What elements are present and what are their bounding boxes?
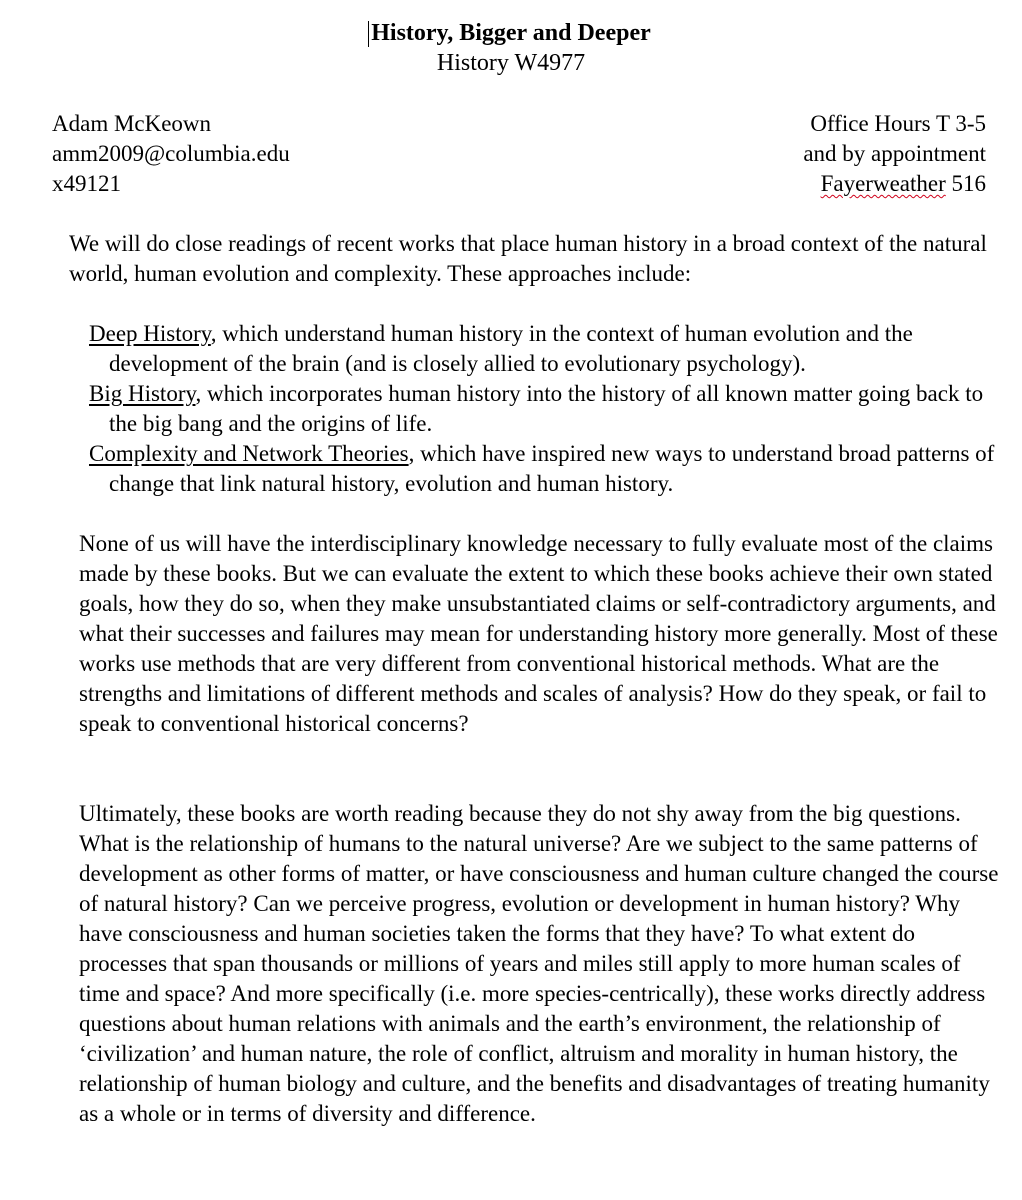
office-room[interactable]: 516	[945, 171, 986, 196]
body-paragraph-big-questions[interactable]: Ultimately, these books are worth reading because they do not shy away from the big questions. What is the relationship of humans to the natural universe? Are we subject to the same patterns of development as other forms of matter, or have consciousness and human culture changed the course of natural history? Can we perceive progress, evolution or development in human history? Why have consciousness and human societies taken the forms that they have? To what extent do processes that span thousands or millions of years and miles still apply to more human scales of time and space? And more specifically (i.e. more species-centrically), these works directly address questions about human relations with animals and the earth’s environment, the relationship of ‘civilization’ and human nature, the role of conflict, altruism and morality in human history, the relationship of human biology and culture, and the benefits and disadvantages of treating humanity as a whole or in terms of diversity and difference.	[79, 801, 999, 1126]
instructor-phone[interactable]: x49121	[52, 171, 121, 196]
text-cursor	[368, 21, 369, 47]
instructor-contact	[52, 109, 290, 199]
course-code[interactable]: History W4977	[436, 50, 586, 76]
approach-description[interactable]: , which incorporates human history into the history of all known matter going back to the big bang and the origins of life.	[109, 381, 984, 436]
approach-description[interactable]: , which have inspired new ways to understand broad patterns of change that link natural history, evolution and human history.	[109, 441, 995, 496]
office-info	[803, 109, 986, 199]
approach-item-deep-history[interactable]	[89, 319, 999, 379]
approach-item-big-history[interactable]	[89, 379, 999, 439]
office-appointment[interactable]: and by appointment	[803, 141, 986, 166]
course-title[interactable]	[371, 18, 651, 48]
approach-term[interactable]: Deep History	[89, 321, 211, 346]
approach-description[interactable]: , which understand human history in the context of human evolution and the development of the brain (and is closely allied to evolutionary psychology).	[109, 321, 913, 376]
office-location[interactable]	[803, 169, 986, 199]
body-paragraph-methods[interactable]: None of us will have the interdisciplinary knowledge necessary to fully evaluate most of the claims made by these books. But we can evaluate the extent to which these books achieve their own stated goals, how they do so, when they make unsubstantiated claims or self-contradictory arguments, and what their successes and failures may mean for understanding history more generally. Most of these works use methods that are very different from conventional historical methods. What are the strengths and limitations of different methods and scales of analysis? How do they speak, or fail to speak to conventional historical concerns?	[79, 531, 998, 736]
instructor-name[interactable]: Adam McKeown	[52, 111, 212, 136]
course-title-text[interactable]: History, Bigger and Deeper	[371, 20, 651, 46]
spellcheck-flagged-word[interactable]: Fayerweather	[820, 171, 946, 196]
office-hours[interactable]: Office Hours T 3-5	[810, 111, 986, 136]
intro-paragraph[interactable]: We will do close readings of recent works that place human history in a broad context of the natural world, human evolution and complexity. These approaches include:	[69, 231, 987, 286]
instructor-email[interactable]: amm2009@columbia.edu	[52, 141, 290, 166]
title-block	[0, 18, 1022, 78]
approach-term[interactable]: Complexity and Network Theories	[89, 441, 409, 466]
approach-item-complexity[interactable]	[89, 439, 999, 499]
approach-term[interactable]: Big History	[89, 381, 196, 406]
approaches-list	[89, 319, 999, 499]
